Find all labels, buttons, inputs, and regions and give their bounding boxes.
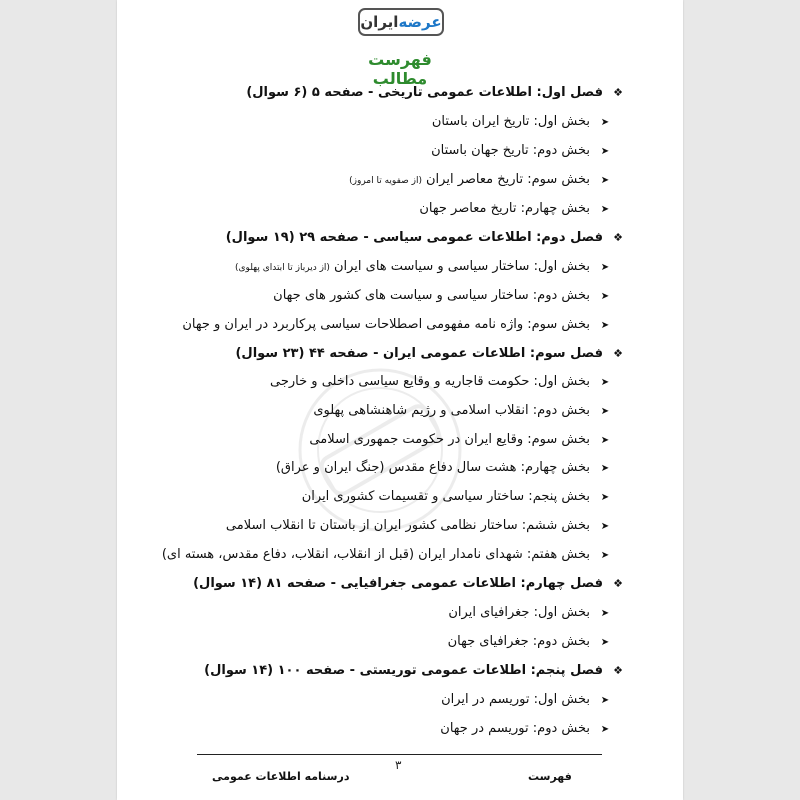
arrow-bullet-icon: ➤ (600, 146, 610, 157)
section-item (432, 113, 612, 132)
section-label: بخش چهارم: تاریخ معاصر جهان (419, 201, 590, 216)
section-label: بخش اول: جغرافیای ایران (448, 605, 590, 620)
chapter-heading (204, 662, 625, 680)
footer-book-title: درسنامه اطلاعات عمومی (212, 770, 350, 783)
section-item (309, 431, 612, 450)
section-item (349, 171, 612, 190)
section-note: (از دیرباز تا ابتدای پهلوی) (235, 263, 330, 273)
section-item (448, 604, 612, 623)
footer-divider (197, 754, 602, 755)
arrow-bullet-icon: ➤ (600, 435, 610, 446)
toc-title: فهرست مطالب (368, 50, 432, 88)
chapter-label: فصل اول: اطلاعات عمومی تاریخی - صفحه ۵ (۶ سوال) (246, 85, 603, 100)
section-label: بخش دوم: انقلاب اسلامی و رژیم شاهنشاهی پهلوی (313, 403, 590, 418)
arrow-bullet-icon: ➤ (600, 204, 610, 215)
arrow-bullet-icon: ➤ (600, 608, 610, 619)
arrow-bullet-icon: ➤ (600, 463, 610, 474)
section-item (182, 316, 612, 335)
chapter-label: فصل چهارم: اطلاعات عمومی جغرافیایی - صفحه ۸۱ (۱۴ سوال) (193, 576, 603, 591)
arrow-bullet-icon: ➤ (600, 637, 610, 648)
logo-text-accent: عرضه (398, 13, 442, 31)
section-label: بخش دوم: تاریخ جهان باستان (431, 143, 590, 158)
section-item (440, 720, 612, 739)
chapter-heading (193, 575, 625, 593)
section-label: بخش اول: حکومت قاجاریه و وقایع سیاسی داخلی و خارجی (270, 374, 590, 389)
section-item (235, 258, 612, 277)
diamond-bullet-icon: ❖ (613, 347, 623, 360)
section-label: بخش اول: توریسم در ایران (441, 692, 590, 707)
arrow-bullet-icon: ➤ (600, 550, 610, 561)
arrow-bullet-icon: ➤ (600, 320, 610, 331)
arrow-bullet-icon: ➤ (600, 695, 610, 706)
logo-text-main: ایران (360, 13, 399, 31)
section-item (419, 200, 612, 219)
arrow-bullet-icon: ➤ (600, 492, 610, 503)
arrow-bullet-icon: ➤ (600, 175, 610, 186)
arrow-bullet-icon: ➤ (600, 262, 610, 273)
section-label: بخش سوم: تاریخ معاصر ایران (426, 172, 590, 187)
section-label: بخش چهارم: هشت سال دفاع مقدس (جنگ ایران و عراق) (275, 460, 590, 475)
section-label: بخش اول: تاریخ ایران باستان (431, 114, 590, 129)
chapter-heading (235, 345, 625, 363)
diamond-bullet-icon: ❖ (613, 577, 623, 590)
section-item (313, 402, 612, 421)
footer-section-name: فهرست (528, 770, 572, 783)
section-item (162, 546, 612, 565)
arrow-bullet-icon: ➤ (600, 117, 610, 128)
section-label: بخش ششم: ساختار نظامی کشور ایران از باستان تا انقلاب اسلامی (225, 518, 590, 533)
arrow-bullet-icon: ➤ (600, 291, 610, 302)
section-label: بخش اول: ساختار سیاسی و سیاست های ایران (333, 259, 590, 274)
section-item (431, 142, 612, 161)
diamond-bullet-icon: ❖ (613, 231, 623, 244)
section-label: بخش هفتم: شهدای نامدار ایران (قبل از انقلاب، انقلاب، دفاع مقدس، هسته ای) (161, 547, 590, 562)
section-item (273, 287, 612, 306)
diamond-bullet-icon: ❖ (613, 664, 623, 677)
arrow-bullet-icon: ➤ (600, 406, 610, 417)
arrow-bullet-icon: ➤ (600, 377, 610, 388)
section-item (226, 517, 612, 536)
section-item (270, 373, 612, 392)
diamond-bullet-icon: ❖ (613, 86, 623, 99)
section-label: بخش دوم: توریسم در جهان (440, 721, 590, 736)
arrow-bullet-icon: ➤ (600, 724, 610, 735)
section-item (448, 633, 612, 652)
section-item (441, 691, 612, 710)
section-label: بخش دوم: جغرافیای جهان (447, 634, 590, 649)
site-logo (358, 8, 444, 36)
chapter-label: فصل دوم: اطلاعات عمومی سیاسی - صفحه ۲۹ (۱۹ سوال) (225, 230, 603, 245)
section-item (302, 488, 612, 507)
section-label: بخش پنجم: ساختار سیاسی و تقسیمات کشوری ایران (301, 489, 590, 504)
section-note: (از صفویه تا امروز) (349, 176, 422, 186)
chapter-label: فصل سوم: اطلاعات عمومی ایران - صفحه ۴۴ (۲۳ سوال) (235, 346, 603, 361)
chapter-heading (246, 84, 625, 102)
arrow-bullet-icon: ➤ (600, 521, 610, 532)
section-label: بخش دوم: ساختار سیاسی و سیاست های کشور های جهان (273, 288, 590, 303)
section-label: بخش سوم: وقایع ایران در حکومت جمهوری اسلامی (309, 432, 590, 447)
page-number: ۳ (395, 758, 402, 772)
section-label: بخش سوم: واژه نامه مفهومی اصطلاحات سیاسی پرکاربرد در ایران و جهان (182, 317, 590, 332)
chapter-label: فصل پنجم: اطلاعات عمومی توریستی - صفحه ۱۰۰ (۱۴ سوال) (204, 663, 603, 678)
chapter-heading (226, 229, 625, 247)
section-item (276, 459, 612, 478)
